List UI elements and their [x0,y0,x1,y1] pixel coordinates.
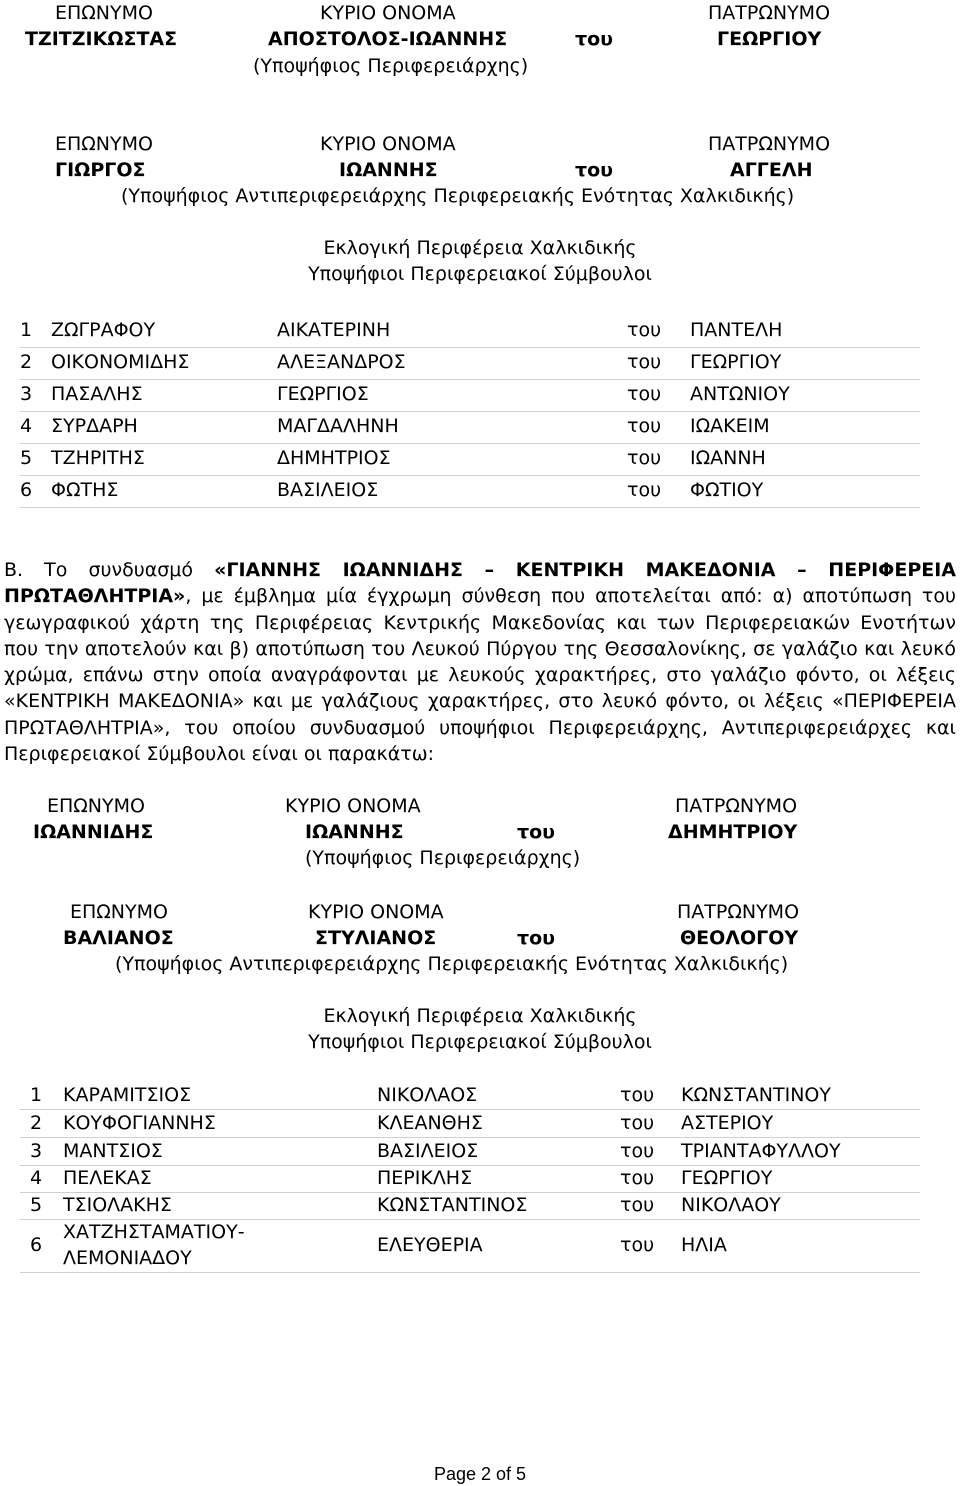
row-number: 2 [20,351,33,373]
row-fathers-name: ΚΩΝΣΤΑΝΤΙΝΟΥ [681,1084,831,1106]
coalition-name: «ΓΙΑΝΝΗΣ ΙΩΑΝΝΙΔΗΣ – ΚΕΝΤΡΙΚΗ ΜΑΚΕΔΟΝΙΑ – ΠΕΡΙΦΕΡΕΙΑ ΠΡΩΤΑΘΛΗΤΡΙΑ» [4,559,956,608]
head-candidate-fathers-name: ΔΗΜΗΤΡΙΟΥ [668,821,798,843]
row-surname: ΤΣΙΟΛΑΚΗΣ [63,1194,172,1216]
first-name-label: ΚΥΡΙΟ ΟΝΟΜΑ [320,2,456,24]
row-number: 2 [30,1112,43,1134]
deputy-candidate-first-name: ΙΩΑΝΝΗΣ [339,159,438,181]
district-title: Εκλογική Περιφέρεια Χαλκιδικής [323,1005,637,1027]
head-candidate-surname: ΙΩΑΝΝΙΔΗΣ [33,821,154,843]
row-fathers-name: ΝΙΚΟΛΑΟΥ [681,1194,781,1216]
row-of: του [627,319,662,341]
head-candidate-first-name: ΙΩΑΝΝΗΣ [305,821,404,843]
row-surname: ΟΙΚΟΝΟΜΙΔΗΣ [51,351,190,373]
deputy-candidate-surname: ΒΑΛΙΑΝΟΣ [63,927,174,949]
row-fathers-name: ΓΕΩΡΓΙΟΥ [690,351,782,373]
head-candidate-first-name: ΑΠΟΣΤΟΛΟΣ-ΙΩΑΝΝΗΣ [268,28,508,50]
deputy-candidate-fathers-name: ΘΕΟΛΟΓΟΥ [680,927,799,949]
fathers-name-label: ΠΑΤΡΩΝΥΜΟ [677,901,800,923]
row-first-name: ΔΗΜΗΤΡΙΟΣ [277,447,391,469]
row-first-name: ΠΕΡΙΚΛΗΣ [377,1167,473,1189]
row-first-name: ΚΩΝΣΤΑΝΤΙΝΟΣ [377,1194,528,1216]
row-number: 4 [30,1167,43,1189]
row-of: του [627,351,662,373]
deputy-candidate-fathers-name: ΑΓΓΕΛΗ [730,159,813,181]
coalition-description [4,557,956,767]
row-surname: ΖΩΓΡΑΦΟΥ [51,319,156,341]
table-row [20,476,920,508]
table-row [20,1110,920,1138]
row-of: του [620,1084,655,1106]
paragraph-prefix: Β. Το συνδυασμό [4,559,215,581]
fathers-name-label: ΠΑΤΡΩΝΥΜΟ [675,795,798,817]
deputy-candidate-surname: ΓΙΩΡΓΟΣ [55,159,146,181]
row-of: του [627,415,662,437]
row-of: του [620,1234,655,1256]
row-number: 6 [20,479,33,501]
row-number: 1 [20,319,33,341]
head-candidate-role: (Υποψήφιος Περιφερειάρχης) [305,847,581,869]
deputy-candidate-first-name: ΣΤΥΛΙΑΝΟΣ [315,927,437,949]
row-number: 3 [30,1140,43,1162]
row-of: του [627,447,662,469]
row-fathers-name: ΑΝΤΩΝΙΟΥ [690,383,790,405]
row-fathers-name: ΙΩΑΝΝΗ [690,447,766,469]
row-of: του [620,1194,655,1216]
first-name-label: ΚΥΡΙΟ ΟΝΟΜΑ [320,133,456,155]
row-surname: ΣΥΡΔΑΡΗ [51,415,138,437]
head-candidate-surname: ΤΖΙΤΖΙΚΩΣΤΑΣ [25,28,178,50]
row-number: 4 [20,415,33,437]
row-first-name: ΓΕΩΡΓΙΟΣ [277,383,369,405]
row-fathers-name: ΓΕΩΡΓΙΟΥ [681,1167,773,1189]
first-name-label: ΚΥΡΙΟ ΟΝΟΜΑ [308,901,444,923]
councillors-title: Υποψήφιοι Περιφερειακοί Σύμβουλοι [308,1031,652,1053]
first-name-label: ΚΥΡΙΟ ΟΝΟΜΑ [285,795,421,817]
row-first-name: ΝΙΚΟΛΑΟΣ [377,1084,478,1106]
row-surname-line2: ΛΕΜΟΝΙΑΔΟΥ [63,1247,192,1269]
row-first-name: ΑΛΕΞΑΝΔΡΟΣ [277,351,406,373]
row-fathers-name: ΤΡΙΑΝΤΑΦΥΛΛΟΥ [681,1140,841,1162]
table-row [20,412,920,444]
row-fathers-name: ΑΣΤΕΡΙΟΥ [681,1112,774,1134]
row-surname: ΠΕΛΕΚΑΣ [63,1167,152,1189]
table-row [20,1082,920,1110]
row-surname: ΜΑΝΤΣΙΟΣ [63,1140,163,1162]
row-fathers-name: ΠΑΝΤΕΛΗ [690,319,783,341]
row-of: του [627,479,662,501]
deputy-candidate-of: του [575,159,614,181]
row-number: 5 [20,447,33,469]
row-surname: ΚΟΥΦΟΓΙΑΝΝΗΣ [63,1112,216,1134]
table-row [20,1138,920,1166]
row-of: του [620,1112,655,1134]
surname-label: ΕΠΩΝΥΜΟ [47,795,145,817]
row-surname: ΚΑΡΑΜΙΤΣΙΟΣ [63,1084,192,1106]
head-candidate-fathers-name: ΓΕΩΡΓΙΟΥ [717,28,822,50]
row-surname: ΠΑΣΑΛΗΣ [51,383,143,405]
row-fathers-name: ΗΛΙΑ [681,1234,727,1256]
fathers-name-label: ΠΑΤΡΩΝΥΜΟ [708,2,831,24]
row-first-name: ΕΛΕΥΘΕΡΙΑ [377,1234,483,1256]
paragraph-body: , με έμβλημα μία έγχρωμη σύνθεση που αποτελείται από: α) αποτύπωση του γεωγραφικού χάρτη της Περιφέρειας Κεντρικής Μακεδονίας και των Περιφερειακών Ενοτήτων που την αποτελούν και β) αποτύπωση του Λευκού Πύργου της Θεσσαλονίκης, σε γαλάζιο και λευκό χρώμα, επάνω στην οποία αναγράφονται με λευκούς χαρακτήρες, στο γαλάζιο φόντο, οι λέξεις «ΚΕΝΤΡΙΚΗ ΜΑΚΕΔΟΝΙΑ» και με γαλάζιους χαρακτήρες, στο λευκό φόντο, οι λέξεις «ΠΕΡΙΦΕΡΕΙΑ ΠΡΩΤΑΘΛΗΤΡΙΑ», του οποίου συνδυασμού υποψήφιοι Περιφερειάρχης, Αντιπεριφερειάρχες και Περιφερειακοί Σύμβουλοι είναι οι παρακάτω: [4,585,956,766]
head-candidate-of: του [575,28,614,50]
table-row [20,348,920,380]
row-number: 5 [30,1194,43,1216]
table-row [20,1192,920,1220]
row-surname-line1: ΧΑΤΖΗΣΤΑΜΑΤΙΟΥ- [63,1221,245,1243]
row-first-name: ΒΑΣΙΛΕΙΟΣ [377,1140,479,1162]
row-of: του [620,1167,655,1189]
row-number: 6 [30,1234,43,1256]
row-first-name: ΑΙΚΑΤΕΡΙΝΗ [277,319,391,341]
councillors-title: Υποψήφιοι Περιφερειακοί Σύμβουλοι [308,263,652,285]
head-candidate-role: (Υποψήφιος Περιφερειάρχης) [253,55,529,77]
deputy-candidate-role: (Υποψήφιος Αντιπεριφερειάρχης Περιφερειακής Ενότητας Χαλκιδικής) [115,953,789,975]
page-number: Page 2 of 5 [433,1464,527,1484]
fathers-name-label: ΠΑΤΡΩΝΥΜΟ [708,133,831,155]
row-fathers-name: ΙΩΑΚΕΙΜ [690,415,770,437]
district-title: Εκλογική Περιφέρεια Χαλκιδικής [323,237,637,259]
row-of: του [620,1140,655,1162]
row-surname: ΤΖΗΡΙΤΗΣ [51,447,145,469]
table-row [20,316,920,348]
row-of: του [627,383,662,405]
head-candidate-of: του [517,821,556,843]
deputy-candidate-of: του [517,927,556,949]
table-row [20,380,920,412]
deputy-candidate-role: (Υποψήφιος Αντιπεριφερειάρχης Περιφερειακής Ενότητας Χαλκιδικής) [121,185,795,207]
row-number: 1 [30,1084,43,1106]
row-first-name: ΒΑΣΙΛΕΙΟΣ [277,479,379,501]
row-surname: ΦΩΤΗΣ [51,479,119,501]
surname-label: ΕΠΩΝΥΜΟ [70,901,168,923]
table-row [20,1165,920,1193]
table-row [20,444,920,476]
row-first-name: ΜΑΓΔΑΛΗΝΗ [277,415,399,437]
surname-label: ΕΠΩΝΥΜΟ [55,2,153,24]
surname-label: ΕΠΩΝΥΜΟ [55,133,153,155]
row-first-name: ΚΛΕΑΝΘΗΣ [377,1112,483,1134]
row-number: 3 [20,383,33,405]
row-fathers-name: ΦΩΤΙΟΥ [690,479,764,501]
table-row [20,1220,920,1273]
